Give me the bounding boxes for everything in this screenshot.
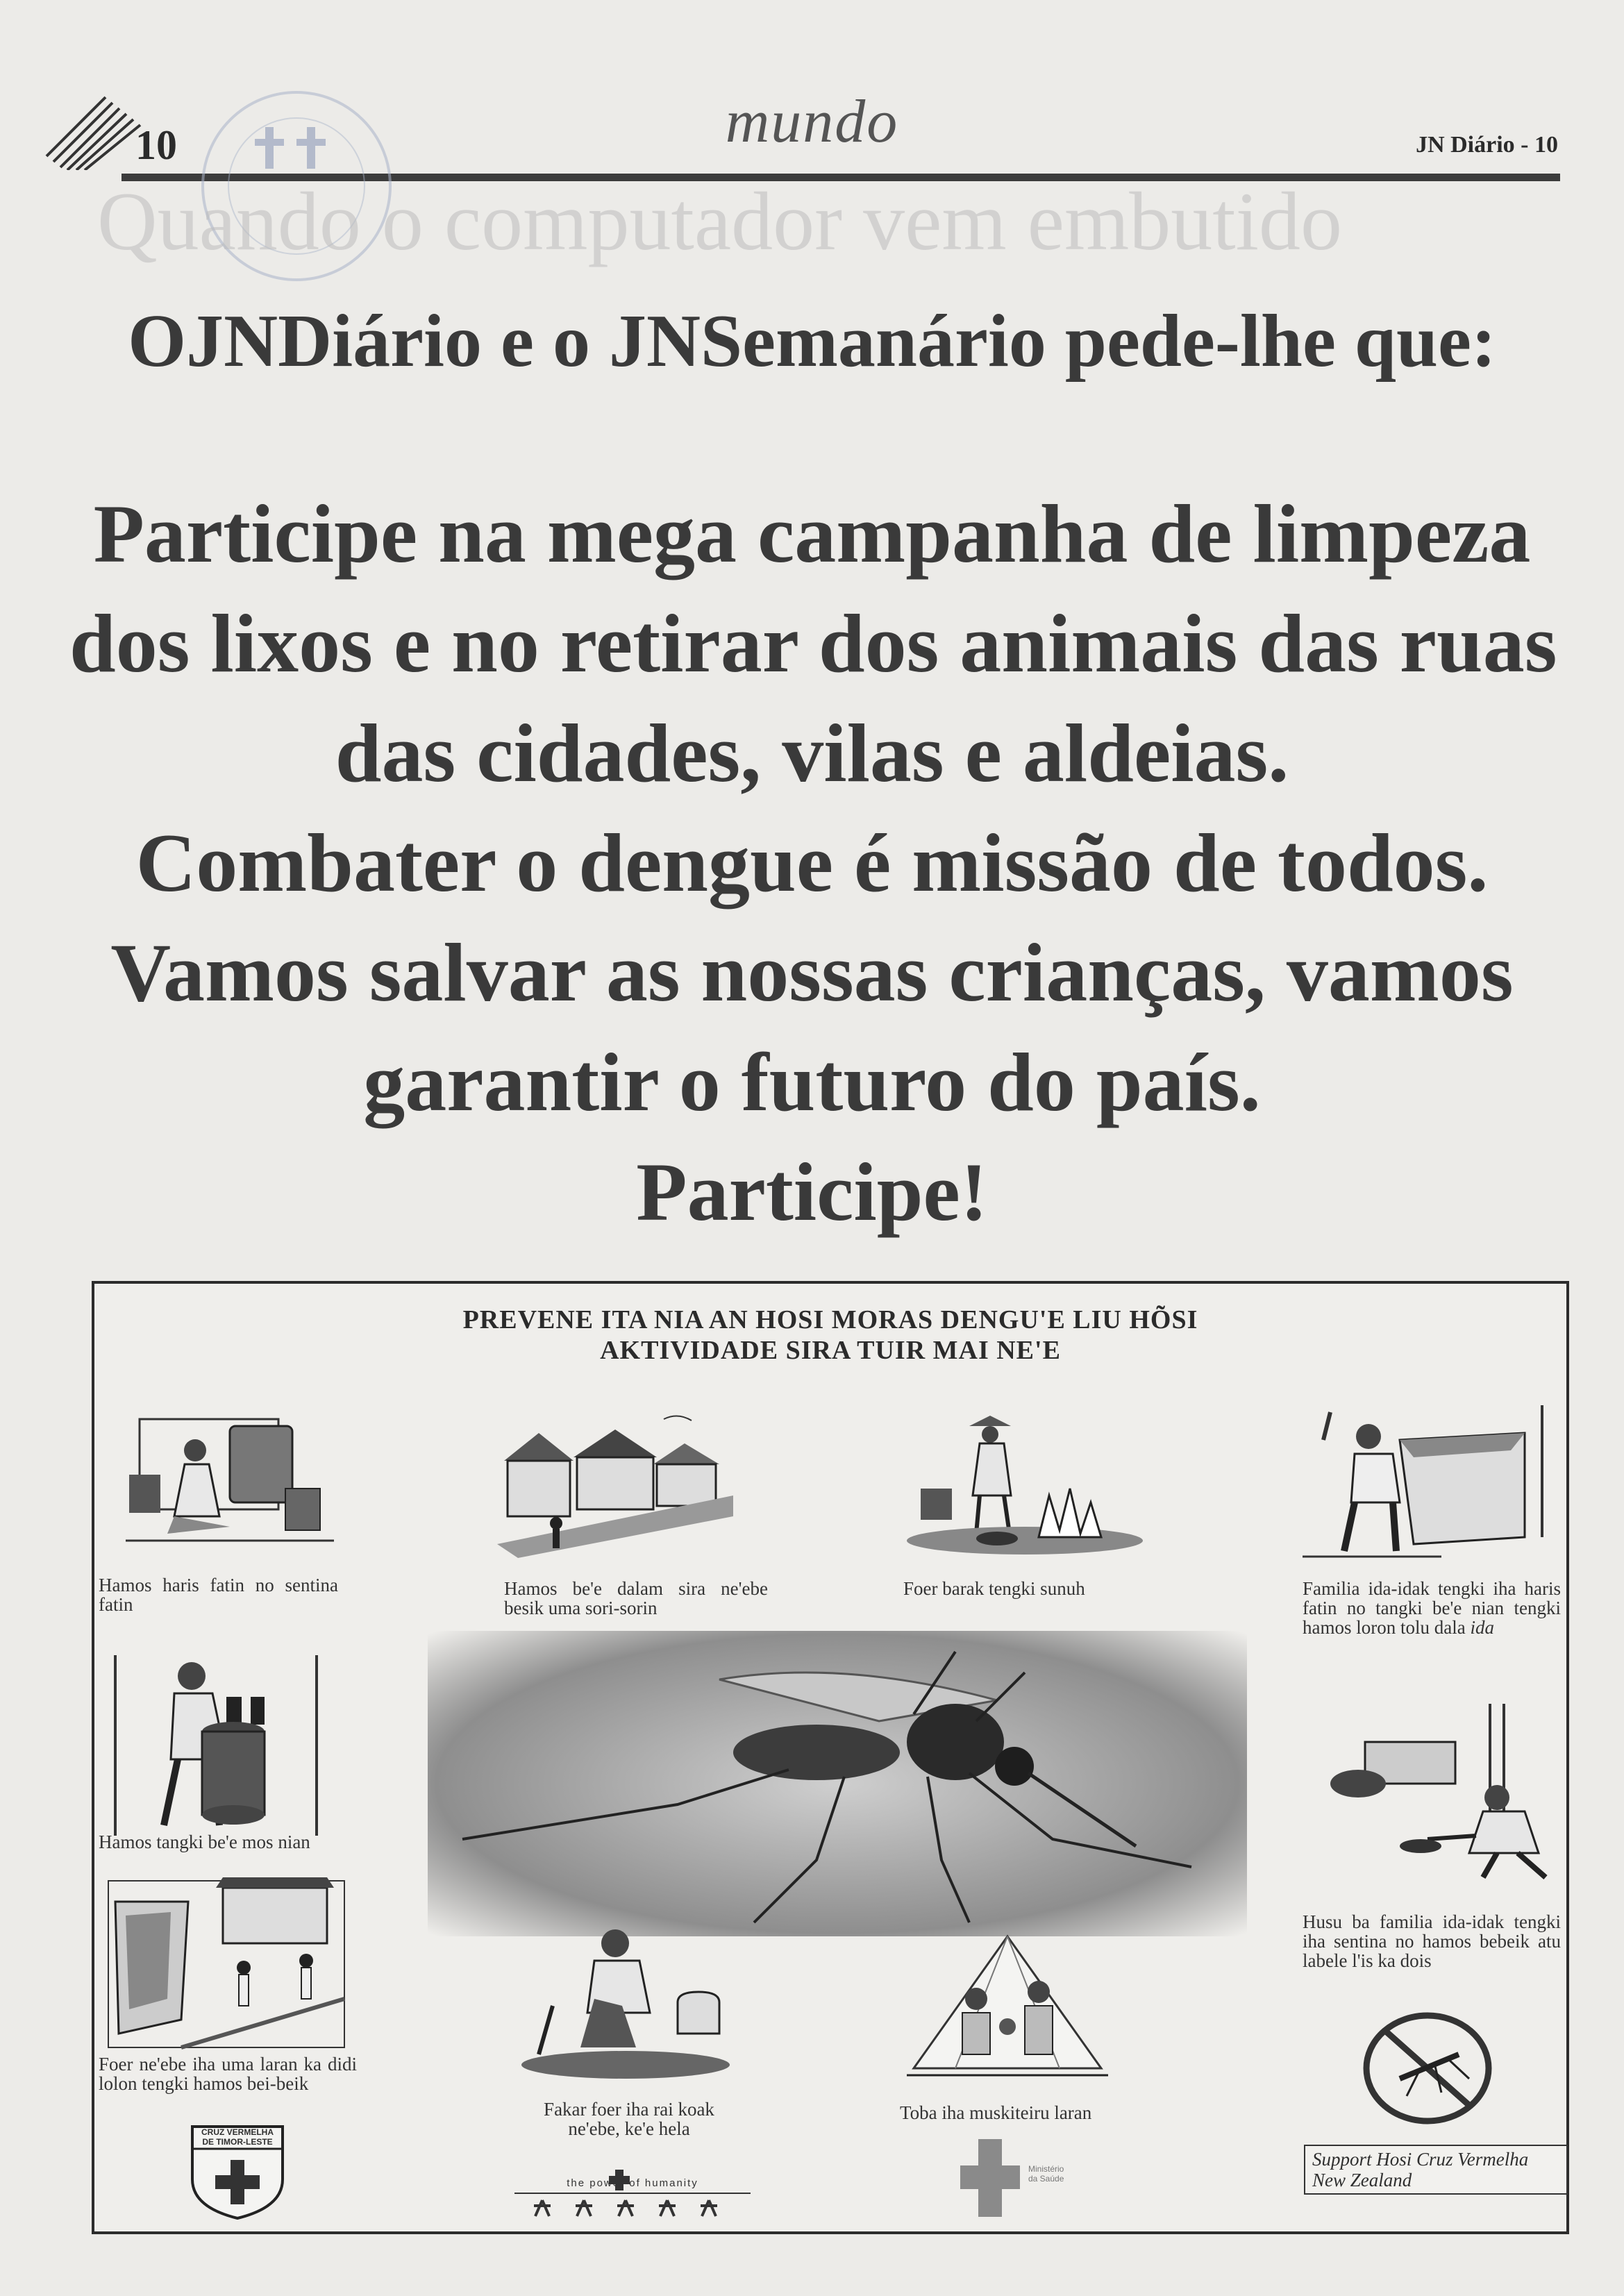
caption-fatin: Hamos haris fatin no sentina fatin — [99, 1575, 338, 1615]
caption-toba: Toba iha muskiteiru laran — [900, 2102, 1092, 2123]
poster-title: PREVENE ITA NIA AN HOSI MORAS DENGU'E LIU HÕSI AKTIVIDADE SIRA TUIR MAI NE'E — [462, 1305, 1198, 1365]
section-title: mundo — [725, 88, 899, 156]
headline-line: dos lixos e no retirar dos animais das ruas — [69, 597, 1557, 689]
village-street-illustration — [497, 1412, 733, 1558]
no-mosquito-icon — [1358, 2009, 1497, 2127]
dengue-prevention-poster — [92, 1281, 1569, 2234]
campaign-headline — [69, 479, 1555, 1247]
mosquito-net-illustration — [900, 1929, 1115, 2089]
power-of-humanity-label: the power of humanity — [567, 2177, 698, 2189]
headline-line: Participe na mega campanha de limpeza — [93, 487, 1531, 580]
caption-tangki: Hamos tangki be'e mos nian — [99, 1832, 310, 1852]
caption-husu: Husu ba familia ida-idak tengki iha sentina no hamos bebeik atu labele l'is ka dois — [1303, 1911, 1561, 1971]
caption-foer-barak: Foer barak tengki sunuh — [903, 1578, 1085, 1599]
man-cleaning-tank-illustration — [1303, 1398, 1546, 1565]
man-cleaning-drum-illustration — [108, 1648, 330, 1839]
red-cross-crescent-logo — [508, 2164, 757, 2220]
headline-line: das cidades, vilas e aldeias. — [335, 707, 1289, 799]
bleed-through-text: Quando o computador vem embutido — [97, 175, 1342, 267]
headline-line: Combater o dengue é missão de todos. — [135, 816, 1489, 909]
cruz-vermelha-label: CRUZ VERMELHA DE TIMOR-LESTE — [201, 2127, 274, 2147]
street-cleaning-illustration — [105, 1874, 348, 2054]
digging-pit-illustration — [511, 1922, 740, 2082]
headline-line: Participe! — [636, 1146, 988, 1238]
page-reference: JN Diário - 10 — [1416, 132, 1558, 158]
caption-dalam: Hamos be'e dalam sira ne'ebe besik uma sori-sorin — [504, 1578, 768, 1618]
caption-fakar: Fakar foer iha rai koak ne'ebe, ke'e hela — [544, 2099, 714, 2139]
headline-intro: OJNDiário e o JNSemanário pede-lhe que: — [128, 300, 1496, 383]
woman-cleaning-toilet-illustration — [1316, 1700, 1559, 1888]
ministry-of-health-label: Ministério da Saúde — [1028, 2164, 1064, 2184]
ministry-of-health-logo — [959, 2136, 1021, 2220]
page-number: 10 — [135, 122, 177, 168]
burning-rubbish-illustration — [900, 1412, 1143, 1558]
caption-foer-uma: Foer ne'ebe iha uma laran ka didi lolon tengki hamos bei-beik — [99, 2054, 357, 2094]
caption-familia: Familia ida-idak tengki iha haris fatin no tangki be'e nian tengki hamos loron tolu dala ida — [1303, 1578, 1561, 1638]
support-credit-box: Support Hosi Cruz Vermelha New Zealand — [1304, 2145, 1568, 2195]
mosquito-photo — [428, 1631, 1247, 1936]
headline-line: garantir o futuro do país. — [363, 1036, 1261, 1128]
headline-line: Vamos salvar as nossas crianças, vamos — [110, 926, 1514, 1019]
woman-cleaning-illustration — [126, 1412, 341, 1551]
